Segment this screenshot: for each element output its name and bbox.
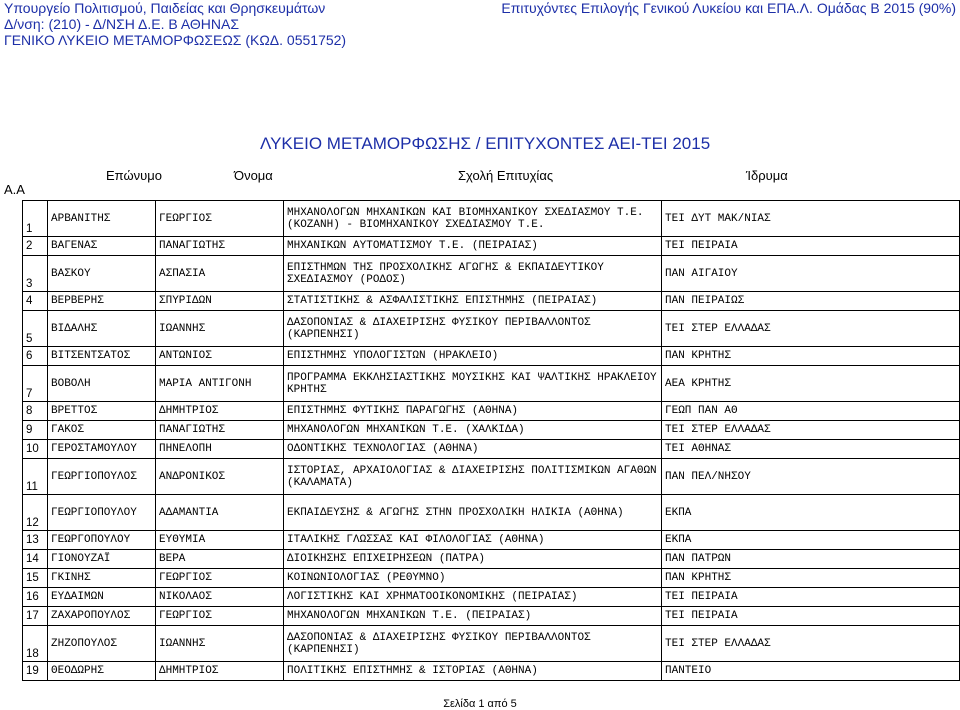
table-row: [23, 495, 960, 531]
institution-cell: ΠΑΝ ΠΕΛ/ΝΗΣΟΥ: [662, 459, 960, 495]
name-cell: ΣΠΥΡΙΔΩΝ: [156, 292, 284, 311]
row-number: 19: [23, 662, 48, 681]
institution-cell: ΠΑΝ ΠΕΙΡΑΙΩΣ: [662, 292, 960, 311]
table-row: [23, 201, 960, 237]
column-header-name: Όνομα: [234, 168, 273, 183]
results-table: [22, 200, 960, 681]
table-row: [23, 662, 960, 681]
table-row: [23, 292, 960, 311]
school-cell: ΙΤΑΛΙΚΗΣ ΓΛΩΣΣΑΣ ΚΑΙ ΦΙΛΟΛΟΓΙΑΣ (ΑΘΗΝΑ): [284, 531, 662, 550]
row-number: 7: [23, 366, 48, 402]
table-row: [23, 531, 960, 550]
surname-cell: ΓΕΩΡΓΟΠΟΥΛΟΥ: [48, 531, 156, 550]
row-number: 18: [23, 626, 48, 662]
school-cell: ΕΠΙΣΤΗΜΗΣ ΥΠΟΛΟΓΙΣΤΩΝ (ΗΡΑΚΛΕΙΟ): [284, 347, 662, 366]
table-row: [23, 440, 960, 459]
name-cell: ΓΕΩΡΓΙΟΣ: [156, 201, 284, 237]
institution-cell: ΤΕΙ ΣΤΕΡ ΕΛΛΑΔΑΣ: [662, 311, 960, 347]
row-number: 5: [23, 311, 48, 347]
row-number: 3: [23, 256, 48, 292]
name-cell: ΑΣΠΑΣΙΑ: [156, 256, 284, 292]
school-cell: ΔΑΣΟΠΟΝΙΑΣ & ΔΙΑΧΕΙΡΙΣΗΣ ΦΥΣΙΚΟΥ ΠΕΡΙΒΑΛΛΟΝΤΟΣ (ΚΑΡΠΕΝΗΣΙ): [284, 311, 662, 347]
school-cell: ΕΠΙΣΤΗΜΗΣ ΦΥΤΙΚΗΣ ΠΑΡΑΓΩΓΗΣ (ΑΘΗΝΑ): [284, 402, 662, 421]
surname-cell: ΑΡΒΑΝΙΤΗΣ: [48, 201, 156, 237]
surname-cell: ΖΗΖΟΠΟΥΛΟΣ: [48, 626, 156, 662]
table-row: [23, 607, 960, 626]
school-cell: ΔΙΟΙΚΗΣΗΣ ΕΠΙΧΕΙΡΗΣΕΩΝ (ΠΑΤΡΑ): [284, 550, 662, 569]
school-cell: ΔΑΣΟΠΟΝΙΑΣ & ΔΙΑΧΕΙΡΙΣΗΣ ΦΥΣΙΚΟΥ ΠΕΡΙΒΑΛΛΟΝΤΟΣ (ΚΑΡΠΕΝΗΣΙ): [284, 626, 662, 662]
school-text: ΓΕΝΙΚΟ ΛΥΚΕΙΟ ΜΕΤΑΜΟΡΦΩΣΕΩΣ (ΚΩΔ. 0551752): [4, 32, 347, 48]
surname-cell: ΒΙΔΑΛΗΣ: [48, 311, 156, 347]
school-cell: ΣΤΑΤΙΣΤΙΚΗΣ & ΑΣΦΑΛΙΣΤΙΚΗΣ ΕΠΙΣΤΗΜΗΣ (ΠΕΙΡΑΙΑΣ): [284, 292, 662, 311]
school-cell: ΠΡΟΓΡΑΜΜΑ ΕΚΚΛΗΣΙΑΣΤΙΚΗΣ ΜΟΥΣΙΚΗΣ ΚΑΙ ΨΑΛΤΙΚΗΣ ΗΡΑΚΛΕΙΟΥ ΚΡΗΤΗΣ: [284, 366, 662, 402]
institution-cell: ΤΕΙ ΣΤΕΡ ΕΛΛΑΔΑΣ: [662, 421, 960, 440]
school-cell: ΜΗΧΑΝΙΚΩΝ ΑΥΤΟΜΑΤΙΣΜΟΥ Τ.Ε. (ΠΕΙΡΑΙΑΣ): [284, 237, 662, 256]
row-number: 8: [23, 402, 48, 421]
surname-cell: ΕΥΔΑΙΜΩΝ: [48, 588, 156, 607]
name-cell: ΑΝΔΡΟΝΙΚΟΣ: [156, 459, 284, 495]
name-cell: ΔΗΜΗΤΡΙΟΣ: [156, 662, 284, 681]
column-header-aa: Α.Α: [4, 182, 25, 197]
surname-cell: ΓΕΩΡΓΙΟΠΟΥΛΟΣ: [48, 459, 156, 495]
institution-cell: ΤΕΙ ΠΕΙΡΑΙΑ: [662, 237, 960, 256]
school-cell: ΠΟΛΙΤΙΚΗΣ ΕΠΙΣΤΗΜΗΣ & ΙΣΤΟΡΙΑΣ (ΑΘΗΝΑ): [284, 662, 662, 681]
table-row: [23, 347, 960, 366]
table-row: [23, 402, 960, 421]
ministry-text: Υπουργείο Πολιτισμού, Παιδείας και Θρησκευμάτων: [4, 0, 326, 16]
name-cell: ΓΕΩΡΓΙΟΣ: [156, 607, 284, 626]
institution-cell: ΕΚΠΑ: [662, 495, 960, 531]
surname-cell: ΓΙΟΝΟΥΖΑΪ: [48, 550, 156, 569]
name-cell: ΜΑΡΙΑ ΑΝΤΙΓΟΝΗ: [156, 366, 284, 402]
table-row: [23, 588, 960, 607]
column-header-school: Σχολή Επιτυχίας: [458, 168, 554, 183]
institution-cell: ΤΕΙ ΣΤΕΡ ΕΛΛΑΔΑΣ: [662, 626, 960, 662]
row-number: 13: [23, 531, 48, 550]
institution-cell: ΤΕΙ ΑΘΗΝΑΣ: [662, 440, 960, 459]
institution-cell: ΤΕΙ ΠΕΙΡΑΙΑ: [662, 607, 960, 626]
surname-cell: ΓΚΙΝΗΣ: [48, 569, 156, 588]
table-row: [23, 459, 960, 495]
school-cell: ΙΣΤΟΡΙΑΣ, ΑΡΧΑΙΟΛΟΓΙΑΣ & ΔΙΑΧΕΙΡΙΣΗΣ ΠΟΛΙΤΙΣΜΙΚΩΝ ΑΓΑΘΩΝ (ΚΑΛΑΜΑΤΑ): [284, 459, 662, 495]
table-row: [23, 626, 960, 662]
institution-cell: ΠΑΝ ΠΑΤΡΩΝ: [662, 550, 960, 569]
school-cell: ΕΚΠΑΙΔΕΥΣΗΣ & ΑΓΩΓΗΣ ΣΤΗΝ ΠΡΟΣΧΟΛΙΚΗ ΗΛΙΚΙΑ (ΑΘΗΝΑ): [284, 495, 662, 531]
report-title: Επιτυχόντες Επιλογής Γενικού Λυκείου και ΕΠΑ.Λ. Ομάδας Β 2015 (90%): [501, 0, 956, 16]
page-footer: Σελίδα 1 από 5: [443, 698, 517, 710]
name-cell: ΕΥΘΥΜΙΑ: [156, 531, 284, 550]
table-row: [23, 237, 960, 256]
name-cell: ΠΑΝΑΓΙΩΤΗΣ: [156, 237, 284, 256]
school-cell: ΜΗΧΑΝΟΛΟΓΩΝ ΜΗΧΑΝΙΚΩΝ ΚΑΙ ΒΙΟΜΗΧΑΝΙΚΟΥ ΣΧΕΔΙΑΣΜΟΥ Τ.Ε. (ΚΟΖΑΝΗ) - ΒΙΟΜΗΧΑΝΙΚΟΥ ΣΧΕΔΙΑΣΜΟΥ Τ.Ε.: [284, 201, 662, 237]
institution-cell: ΕΚΠΑ: [662, 531, 960, 550]
institution-cell: ΠΑΝΤΕΙΟ: [662, 662, 960, 681]
table-row: [23, 311, 960, 347]
name-cell: ΠΗΝΕΛΟΠΗ: [156, 440, 284, 459]
school-cell: ΜΗΧΑΝΟΛΟΓΩΝ ΜΗΧΑΝΙΚΩΝ Τ.Ε. (ΠΕΙΡΑΙΑΣ): [284, 607, 662, 626]
row-number: 17: [23, 607, 48, 626]
row-number: 2: [23, 237, 48, 256]
column-header-institution: Ίδρυμα: [746, 168, 788, 183]
institution-cell: ΠΑΝ ΚΡΗΤΗΣ: [662, 569, 960, 588]
school-cell: ΕΠΙΣΤΗΜΩΝ ΤΗΣ ΠΡΟΣΧΟΛΙΚΗΣ ΑΓΩΓΗΣ & ΕΚΠΑΙΔΕΥΤΙΚΟΥ ΣΧΕΔΙΑΣΜΟΥ (ΡΟΔΟΣ): [284, 256, 662, 292]
row-number: 1: [23, 201, 48, 237]
surname-cell: ΒΑΓΕΝΑΣ: [48, 237, 156, 256]
row-number: 14: [23, 550, 48, 569]
surname-cell: ΓΑΚΟΣ: [48, 421, 156, 440]
column-header-surname: Επώνυμο: [106, 168, 162, 183]
institution-cell: ΠΑΝ ΚΡΗΤΗΣ: [662, 347, 960, 366]
name-cell: ΠΑΝΑΓΙΩΤΗΣ: [156, 421, 284, 440]
row-number: 10: [23, 440, 48, 459]
surname-cell: ΓΕΩΡΓΙΟΠΟΥΛΟΥ: [48, 495, 156, 531]
name-cell: ΝΙΚΟΛΑΟΣ: [156, 588, 284, 607]
row-number: 9: [23, 421, 48, 440]
surname-cell: ΒΙΤΣΕΝΤΣΑΤΟΣ: [48, 347, 156, 366]
surname-cell: ΒΑΣΚΟΥ: [48, 256, 156, 292]
institution-cell: ΓΕΩΠ ΠΑΝ ΑΘ: [662, 402, 960, 421]
directorate-text: Δ/νση: (210) - Δ/ΝΣΗ Δ.Ε. Β ΑΘΗΝΑΣ: [4, 16, 239, 32]
institution-cell: ΤΕΙ ΔΥΤ ΜΑΚ/ΝΙΑΣ: [662, 201, 960, 237]
school-cell: ΜΗΧΑΝΟΛΟΓΩΝ ΜΗΧΑΝΙΚΩΝ Τ.Ε. (ΧΑΛΚΙΔΑ): [284, 421, 662, 440]
table-row: [23, 569, 960, 588]
surname-cell: ΘΕΟΔΩΡΗΣ: [48, 662, 156, 681]
table-row: [23, 421, 960, 440]
school-cell: ΚΟΙΝΩΝΙΟΛΟΓΙΑΣ (ΡΕΘΥΜΝΟ): [284, 569, 662, 588]
page-title: ΛΥΚΕΙΟ ΜΕΤΑΜΟΡΦΩΣΗΣ / ΕΠΙΤΥΧΟΝΤΕΣ ΑΕΙ-ΤΕΙ 2015: [260, 134, 711, 153]
name-cell: ΙΩΑΝΝΗΣ: [156, 626, 284, 662]
row-number: 11: [23, 459, 48, 495]
row-number: 15: [23, 569, 48, 588]
name-cell: ΑΝΤΩΝΙΟΣ: [156, 347, 284, 366]
name-cell: ΓΕΩΡΓΙΟΣ: [156, 569, 284, 588]
institution-cell: ΑΕΑ ΚΡΗΤΗΣ: [662, 366, 960, 402]
surname-cell: ΒΕΡΒΕΡΗΣ: [48, 292, 156, 311]
name-cell: ΔΗΜΗΤΡΙΟΣ: [156, 402, 284, 421]
row-number: 12: [23, 495, 48, 531]
row-number: 6: [23, 347, 48, 366]
institution-cell: ΤΕΙ ΠΕΙΡΑΙΑ: [662, 588, 960, 607]
surname-cell: ΖΑΧΑΡΟΠΟΥΛΟΣ: [48, 607, 156, 626]
table-row: [23, 366, 960, 402]
school-cell: ΛΟΓΙΣΤΙΚΗΣ ΚΑΙ ΧΡΗΜΑΤΟΟΙΚΟΝΟΜΙΚΗΣ (ΠΕΙΡΑΙΑΣ): [284, 588, 662, 607]
surname-cell: ΒΟΒΟΛΗ: [48, 366, 156, 402]
school-cell: ΟΔΟΝΤΙΚΗΣ ΤΕΧΝΟΛΟΓΙΑΣ (ΑΘΗΝΑ): [284, 440, 662, 459]
row-number: 4: [23, 292, 48, 311]
table-row: [23, 256, 960, 292]
row-number: 16: [23, 588, 48, 607]
surname-cell: ΒΡΕΤΤΟΣ: [48, 402, 156, 421]
name-cell: ΙΩΑΝΝΗΣ: [156, 311, 284, 347]
table-row: [23, 550, 960, 569]
name-cell: ΑΔΑΜΑΝΤΙΑ: [156, 495, 284, 531]
institution-cell: ΠΑΝ ΑΙΓΑΙΟΥ: [662, 256, 960, 292]
surname-cell: ΓΕΡΟΣΤΑΜΟΥΛΟΥ: [48, 440, 156, 459]
name-cell: ΒΕΡΑ: [156, 550, 284, 569]
